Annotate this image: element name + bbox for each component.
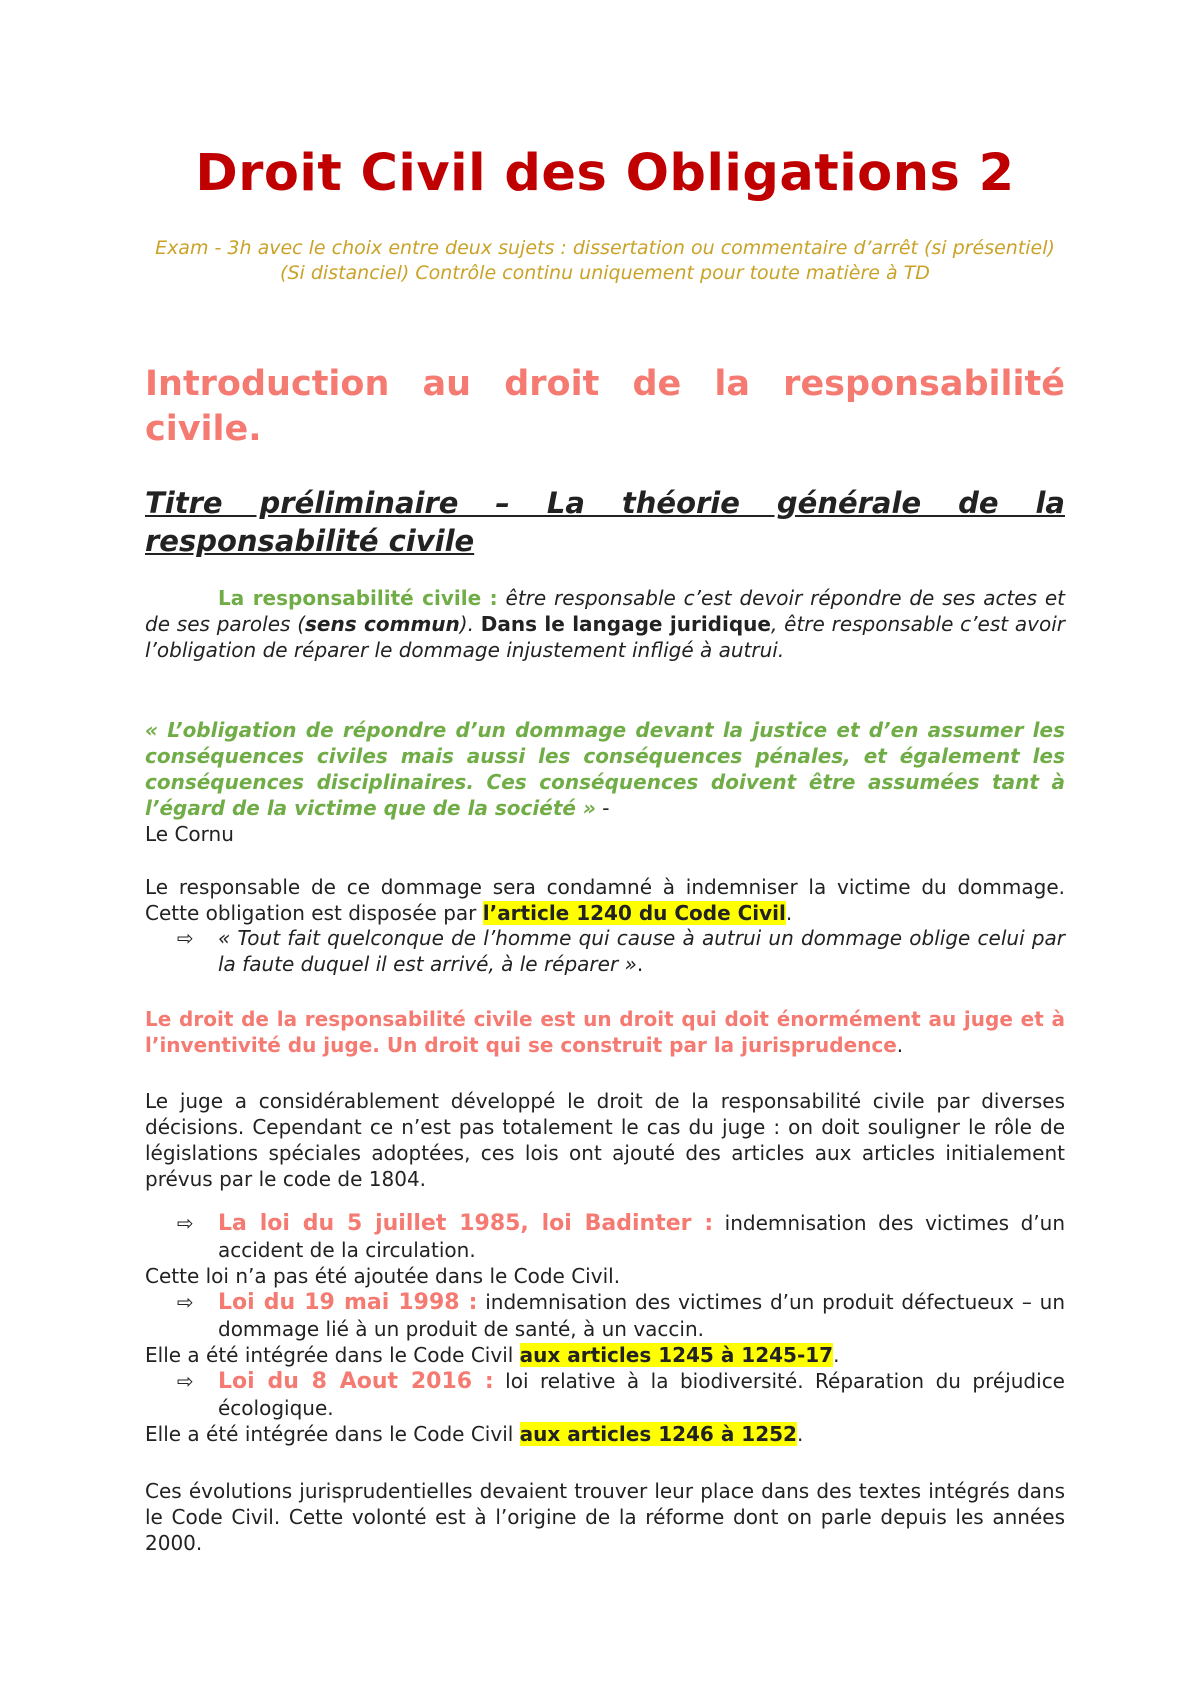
definition-common-1: être responsable c’est devoir répondre de ses actes et de ses paroles (: [145, 586, 1066, 636]
document-title: Droit Civil des Obligations 2: [195, 144, 1015, 203]
article-1240-highlight: l’article 1240 du Code Civil: [482, 901, 786, 925]
law-articles-highlight: aux articles 1246 à 1252: [519, 1422, 797, 1446]
definition-legal: , être responsable c’est avoir l’obligation de réparer le dommage injustement infligé à autrui.: [145, 612, 1065, 662]
exam-note-line-1: Exam - 3h avec le choix entre deux sujets : dissertation ou commentaire d’arrêt (si présentiel): [155, 237, 1055, 259]
cornu-quote: « L’obligation de répondre d’un dommage devant la justice et d’en assumer les conséquences civiles mais aussi les conséquences pénales, et également les conséquences disciplinaires. Ces conséquences doivent être assumées tant à l’égard de la victime que de la société »: [145, 718, 1065, 820]
definition-common-2: ).: [459, 612, 481, 636]
article-1240-paragraph: [145, 874, 1065, 926]
law-description: indemnisation des victimes d’un accident de la circulation.: [218, 1211, 1065, 1262]
arrow-right-icon: ⇨: [177, 1369, 194, 1393]
special-laws-list: [145, 1210, 1065, 1447]
exam-note-line-2: (Si distanciel) Contrôle continu uniquement pour toute matière à TD: [280, 262, 930, 284]
juge-paragraph: Le juge a considérablement développé le droit de la responsabilité civile par diverses décisions. Cependant ce n’est pas totalement le cas du juge : on doit souligner le rôle de législations spéciales adoptées, ces lois ont ajouté des articles aux articles initialement prévus par le code de 1804.: [145, 1089, 1065, 1191]
law-description: loi relative à la biodiversité. Réparation du préjudice écologique.: [218, 1369, 1065, 1420]
jurisprudence-end: .: [896, 1033, 904, 1057]
reform-paragraph: Ces évolutions jurisprudentielles devaient trouver leur place dans des textes intégrés dans le Code Civil. Cette volonté est à l’origine de la réforme dont on parle depuis les années 2000.: [145, 1479, 1065, 1555]
arrow-right-icon: ⇨: [177, 1211, 194, 1235]
cornu-quote-paragraph: [145, 717, 1065, 847]
jurisprudence-paragraph: [145, 1006, 1065, 1058]
titre-preliminaire-heading: Titre préliminaire – La théorie générale de la responsabilité civile: [145, 486, 1065, 558]
quote-author: Le Cornu: [145, 822, 234, 846]
article-1240-quote-end: .: [636, 952, 644, 976]
law-label: Loi du 19 mai 1998 :: [218, 1290, 478, 1315]
law-status: [145, 1342, 1065, 1368]
law-description: indemnisation des victimes d’un produit défectueux – un dommage lié à un produit de santé, à un vaccin.: [218, 1290, 1065, 1341]
law-status-end: .: [833, 1343, 840, 1367]
definition-paragraph: [145, 585, 1065, 663]
arrow-right-icon: ⇨: [177, 1290, 194, 1314]
law-articles-highlight: aux articles 1245 à 1245-17: [519, 1343, 834, 1367]
article-1240-text: Le responsable de ce dommage sera condamné à indemniser la victime du dommage. Cette obligation est disposée par: [145, 875, 1065, 925]
quote-dash: -: [595, 796, 610, 820]
law-item-1998: [145, 1289, 1065, 1342]
article-1240-quote-item: [145, 925, 1065, 977]
law-status: [145, 1421, 1065, 1447]
law-item-badinter: [145, 1210, 1065, 1263]
article-1240-end: .: [785, 901, 793, 925]
definition-term: La responsabilité civile :: [218, 586, 498, 610]
law-label: La loi du 5 juillet 1985, loi Badinter :: [218, 1211, 714, 1236]
exam-note: [145, 236, 1065, 286]
law-status-end: .: [796, 1422, 804, 1446]
jurisprudence-statement: Le droit de la responsabilité civile est un droit qui doit énormément au juge et à l’inventivité du juge. Un droit qui se construit par la jurisprudence: [145, 1007, 1065, 1057]
law-item-2016: [145, 1368, 1065, 1421]
langage-juridique: Dans le langage juridique: [480, 612, 771, 636]
law-status: Cette loi n’a pas été ajoutée dans le Code Civil.: [145, 1264, 621, 1288]
intro-heading: Introduction au droit de la responsabilité civile.: [145, 364, 1065, 449]
law-status-text: Elle a été intégrée dans le Code Civil: [145, 1422, 520, 1446]
article-1240-quote: « Tout fait quelconque de l’homme qui cause à autrui un dommage oblige celui par la faute duquel il est arrivé, à le réparer »: [218, 926, 1065, 976]
law-status-text: Elle a été intégrée dans le Code Civil: [145, 1343, 520, 1367]
arrow-right-icon: ⇨: [177, 926, 194, 950]
law-label: Loi du 8 Aout 2016 :: [218, 1369, 494, 1394]
sens-commun: sens commun: [305, 612, 460, 636]
